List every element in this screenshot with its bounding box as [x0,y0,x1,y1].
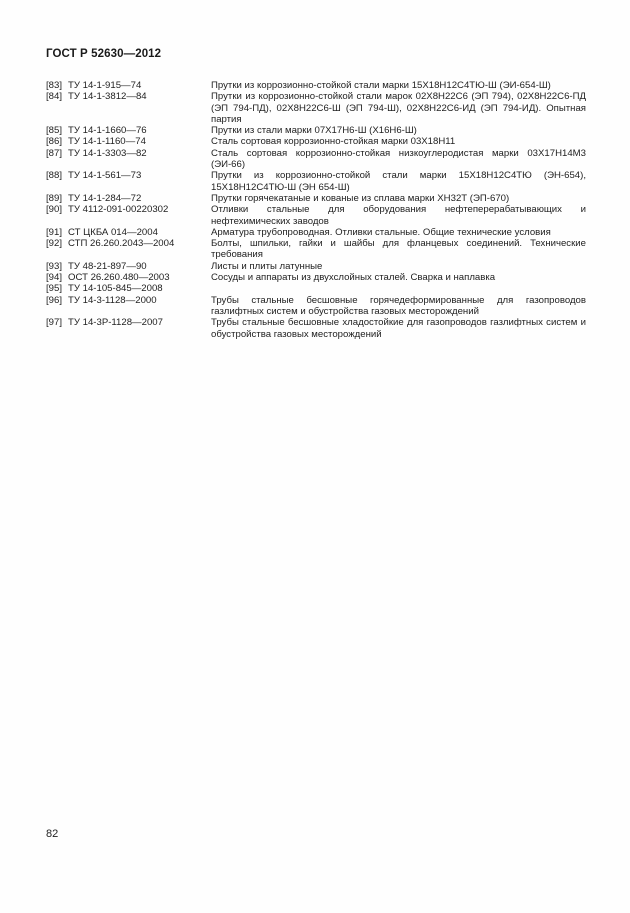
reference-title: Сталь сортовая коррозионно-стойкая марки 03Х18Н11 [211,136,456,148]
reference-title: Болты, шпильки, гайки и шайбы для фланцевых соединений. Технические требования [211,238,586,261]
reference-number: [84] [46,91,63,103]
reference-item [46,283,586,294]
reference-number: [94] [46,272,63,284]
reference-code: ТУ 14-1-1160—74 [68,136,146,148]
reference-title: Сталь сортовая коррозионно-стойкая низкоуглеродистая марки 03Х17Н14М3 (ЭИ-66) [211,147,586,171]
reference-code: ТУ 14-3-1128—2000 [68,294,157,306]
reference-number: [85] [46,125,63,137]
reference-item [46,170,586,193]
reference-title: Трубы стальные бесшовные горячедеформированные для газопроводов газлифтных систем и обустройства газовых месторождений [211,294,586,317]
reference-title: Листы и плиты латунные [211,260,323,272]
reference-item [46,91,586,125]
reference-number: [83] [46,80,63,91]
reference-number: [87] [46,147,63,159]
reference-number: [91] [46,226,63,238]
reference-number: [97] [46,317,63,329]
reference-item [46,261,586,272]
reference-number: [88] [46,170,63,182]
reference-title: Отливки стальные для оборудования нефтеперерабатывающих и нефтехимических заводов [211,204,586,227]
reference-title: Прутки из коррозионно-стойкой стали марки 15Х18Н12С4ТЮ (ЭН-654), 15Х18Н12С4ТЮ-Ш (ЭН 654-Ш) [211,170,586,193]
reference-item [46,80,586,91]
reference-code: ТУ 14-1-3812—84 [68,91,147,103]
reference-title: Трубы стальные бесшовные хладостойкие для газопроводов газлифтных систем и обустройства газовых месторождений [211,317,586,340]
reference-title: Арматура трубопроводная. Отливки стальные. Общие технические условия [211,226,551,238]
reference-title: Прутки горячекатаные и кованые из сплава марки ХН32Т (ЭП-670) [211,192,510,204]
reference-title: Прутки из стали марки 07Х17Н6-Ш (Х16Н6-Ш) [211,125,417,137]
reference-item [46,148,586,171]
reference-code: ОСТ 26.260.480—2003 [68,272,170,284]
reference-number: [96] [46,294,63,306]
reference-code: СТ ЦКБА 014—2004 [68,226,158,238]
reference-code: ТУ 14-1-915—74 [68,80,142,91]
reference-item [46,317,586,340]
reference-item [46,272,586,283]
reference-code: СТП 26.260.2043—2004 [68,238,175,250]
reference-code: ТУ 14-1-3303—82 [68,147,147,159]
document-header: ГОСТ Р 52630—2012 [46,48,162,60]
reference-title: Прутки из коррозионно-стойкой стали марок 02Х8Н22С6 (ЭП 794), 02Х8Н22С6-ПД (ЭП 794-ПД), 02Х8Н22С6-Ш (ЭП 794-Ш), 02Х8Н22С6-ИД (ЭП 794-ИД). Опытная партия [211,91,586,125]
reference-code: ТУ 48-21-897—90 [68,260,147,272]
reference-item [46,238,586,261]
reference-item [46,295,586,318]
reference-number: [93] [46,260,63,272]
reference-number: [92] [46,238,63,250]
reference-code: ТУ 4112-091-00220302 [68,204,169,216]
reference-number: [86] [46,136,63,148]
reference-number: [89] [46,192,63,204]
reference-item [46,125,586,136]
reference-code: ТУ 14-1-1660—76 [68,125,147,137]
reference-item [46,136,586,147]
reference-number: [95] [46,283,63,295]
reference-item [46,227,586,238]
reference-item [46,193,586,204]
reference-title: Сосуды и аппараты из двухслойных сталей. Сварка и наплавка [211,272,496,284]
reference-code: ТУ 14-1-284—72 [68,192,142,204]
reference-item [46,204,586,227]
reference-title: Прутки из коррозионно-стойкой стали марки 15Х18Н12С4ТЮ-Ш (ЭИ-654-Ш) [211,80,551,91]
reference-code: ТУ 14-105-845—2008 [68,283,163,295]
reference-code: ТУ 14-1-561—73 [68,170,142,182]
reference-number: [90] [46,204,63,216]
page-number: 82 [46,828,59,840]
reference-code: ТУ 14-3Р-1128—2007 [68,317,163,329]
reference-list [46,80,586,340]
